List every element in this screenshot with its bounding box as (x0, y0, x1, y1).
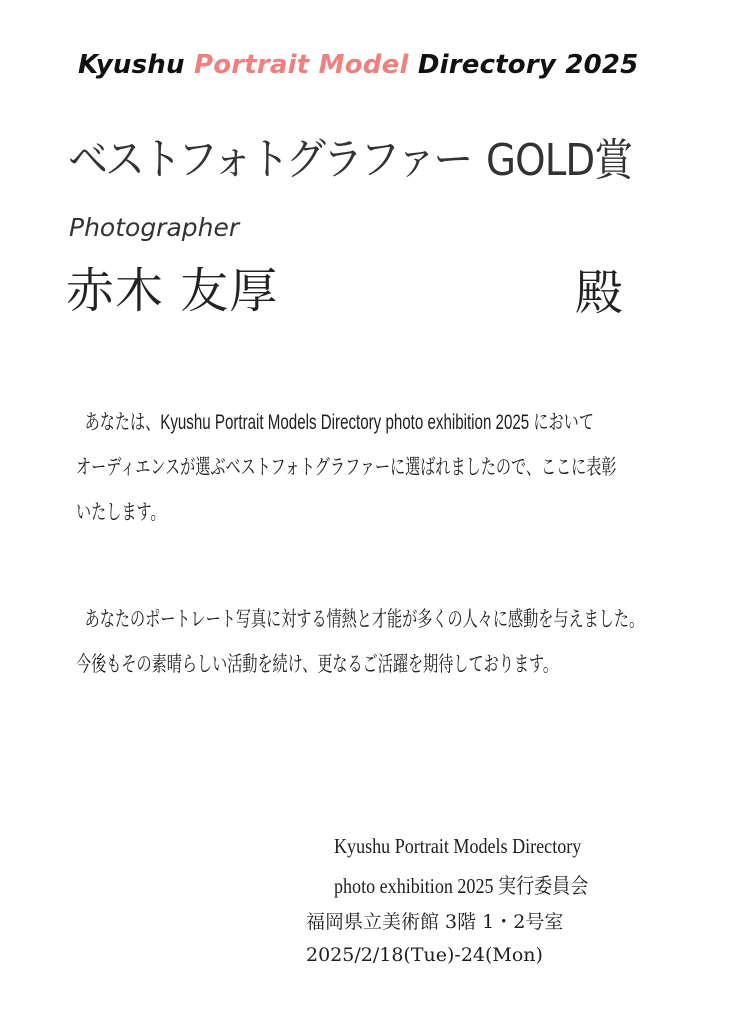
exhibition-dates: 2025/2/18(Tue)-24(Mon) (306, 944, 543, 966)
page-title (78, 50, 638, 80)
citation-line: あなたは、Kyushu Portrait Models Directory photo exhibition 2025 において (84, 411, 594, 434)
venue-location: 福岡県立美術館 3階 1・2号室 (306, 911, 564, 933)
venue-block (306, 906, 563, 972)
award-name: ベストフォトグラファー (68, 134, 471, 185)
organizer-name: Kyushu Portrait Models Directory (334, 834, 582, 858)
organizer-block (334, 826, 588, 906)
citation-line: オーディエンスが選ぶベストフォトグラファーに選ばれましたので、ここに表彰 (76, 456, 617, 479)
award-grade: GOLD賞 (486, 135, 633, 186)
photographer-label: Photographer (69, 213, 240, 242)
recipient-name: 赤木 友厚 (66, 263, 279, 319)
citation-paragraph-2 (76, 597, 644, 687)
award-heading (68, 124, 652, 188)
citation-line: いたします。 (76, 501, 166, 524)
citation-line: 今後もその素晴らしい活動を続け、更なるご活躍を期待しております。 (76, 653, 559, 676)
citation-line: あなたのポートレート写真に対する情熱と才能が多くの人々に感動を与えました。 (84, 608, 645, 631)
recipient-honorific: 殿 (575, 265, 624, 321)
title-text-end: Directory 2025 (408, 50, 639, 80)
citation-paragraph-1 (76, 400, 617, 535)
title-text-start: Kyushu (78, 50, 194, 80)
organizer-committee: photo exhibition 2025 実行委員会 (334, 874, 589, 898)
title-text-accent: Portrait Model (193, 50, 409, 80)
